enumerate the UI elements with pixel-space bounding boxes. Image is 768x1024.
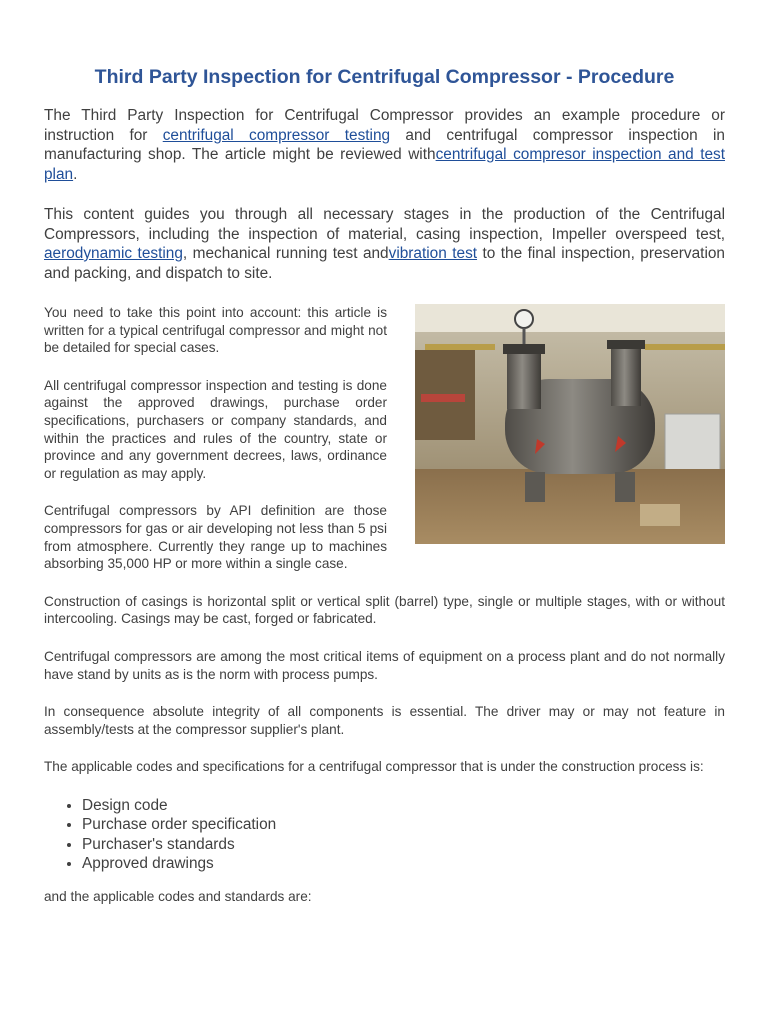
account-paragraph: You need to take this point into account: this article is written for a typical centrifugal compressor and might not be detailed for special cases.	[44, 305, 387, 356]
inspection-test-plan-link[interactable]: centrifugal compresor inspection and test plan	[44, 146, 726, 183]
api-definition-paragraph: Centrifugal compressors by API definition are those compressors for gas or air developing not less than 5 psi from atmosphere. Currently they range up to machines absorbing 35,000 HP or more within a single case.	[44, 503, 387, 572]
list-item: • Purchase order specification	[82, 815, 725, 834]
intro-paragraph	[44, 106, 725, 184]
list-item: • Purchaser's standards	[82, 835, 725, 854]
centrifugal-compressor-testing-link[interactable]: centrifugal compressor testing	[162, 126, 391, 144]
intro-text-1: The Third Party Inspection for Centrifugal Compressor provides an example procedure or instruction for	[44, 107, 725, 144]
page-title: Third Party Inspection for Centrifugal Compressor - Procedure	[94, 66, 675, 88]
integrity-paragraph: In consequence absolute integrity of all components is essential. The driver may or may not feature in assembly/tests at the compressor supplier's plant.	[44, 704, 725, 737]
intro-text-2: and centrifugal compressor inspection in manufacturing shop. The article might be reviewed with	[44, 126, 725, 163]
final-paragraph: and the applicable codes and standards are:	[44, 888, 312, 904]
list-item: • Approved drawings	[82, 854, 725, 873]
standards-paragraph: All centrifugal compressor inspection and testing is done against the approved drawings, purchase order specifications, purchasers or company standards, and within the practices and rules of the country, state or province and any government decrees, laws, ordinance or regulation as may apply.	[44, 377, 387, 481]
intro-text-3: .	[73, 165, 78, 183]
content-paragraph	[44, 205, 725, 283]
compressor-photo-icon	[415, 304, 725, 544]
content-text-1: This content guides you through all necessary stages in the production of the Centrifugal Compressors, including the inspection of material, casing inspection, Impeller overspeed test,	[44, 206, 725, 243]
aerodynamic-testing-link[interactable]: aerodynamic testing	[44, 245, 183, 262]
content-text-3: to the final inspection, preservation and packing, and dispatch to site.	[44, 245, 725, 282]
casing-paragraph: Construction of casings is horizontal split or vertical split (barrel) type, single or multiple stages, with or without intercooling. Casings may be cast, forged or fabricated.	[44, 593, 725, 627]
critical-items-paragraph: Centrifugal compressors are among the most critical items of equipment on a process plant and do not normally have stand by units as is the norm with process pumps.	[44, 648, 725, 682]
content-text-2: , mechanical running test and	[182, 245, 389, 262]
compressor-photo	[415, 304, 725, 544]
list-item: • Design code	[82, 796, 725, 815]
vibration-test-link[interactable]: vibration test	[388, 245, 478, 262]
codes-paragraph: The applicable codes and specifications for a centrifugal compressor that is under the construction process is:	[44, 759, 704, 775]
specifications-list	[44, 796, 725, 874]
